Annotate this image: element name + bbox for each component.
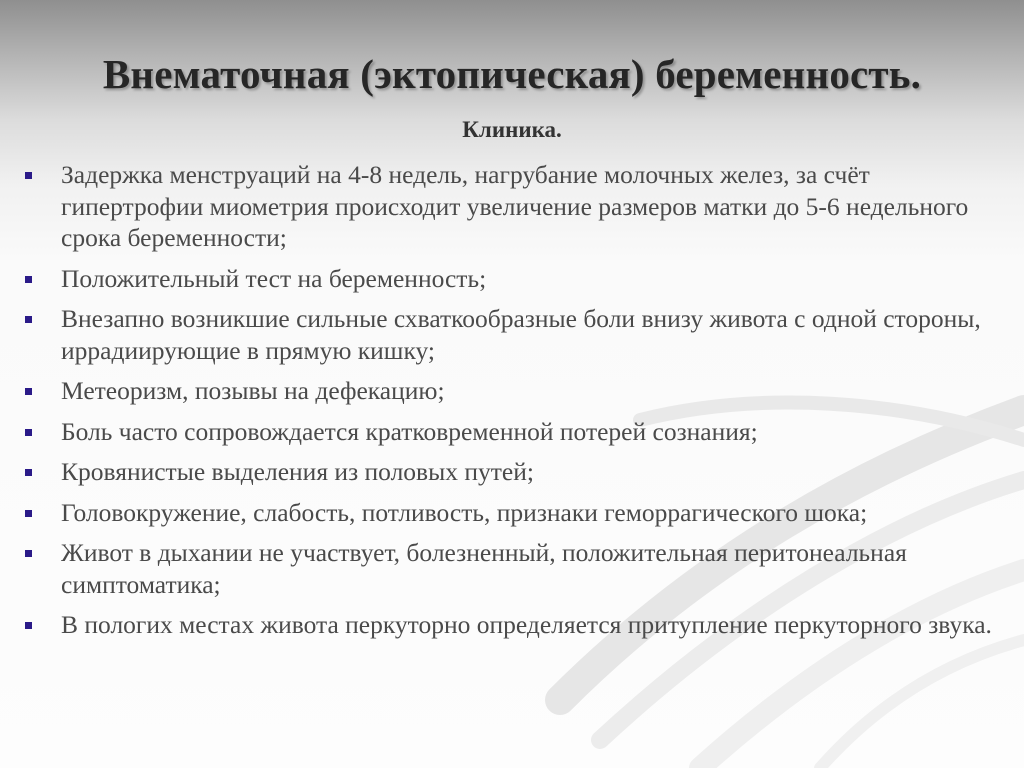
bullet-item	[0, 609, 1024, 641]
square-bullet-icon	[25, 469, 32, 476]
bullet-item	[0, 456, 1024, 488]
square-bullet-icon	[25, 316, 32, 323]
slide-subtitle: Клиника.	[462, 117, 562, 142]
bullet-text: Головокружение, слабость, потливость, признаки геморрагического шока;	[61, 497, 868, 527]
square-bullet-icon	[25, 550, 32, 557]
square-bullet-icon	[25, 622, 32, 629]
slide-title: Внематочная (эктопическая) беременность.	[102, 51, 922, 97]
bullet-text: В пологих местах живота перкуторно определяется притупление перкуторного звука.	[61, 610, 992, 639]
bullet-item	[0, 263, 1024, 295]
bullet-text: Задержка менструаций на 4-8 недель, нагрубание молочных желез, за счёт гипертрофии миометрия происходит увеличение размеров матки до 5-6 недельного срока беременности;	[61, 160, 969, 252]
bullet-text: Внезапно возникшие сильные схваткообразные боли внизу живота с одной стороны, иррадиирующие в прямую кишку;	[61, 304, 981, 365]
square-bullet-icon	[25, 276, 32, 283]
bullet-item	[0, 159, 1024, 254]
bullet-list	[0, 159, 1024, 650]
bullet-item	[0, 537, 1024, 600]
bullet-item	[0, 416, 1024, 448]
square-bullet-icon	[25, 429, 32, 436]
bullet-text: Боль часто сопровождается кратковременной потерей сознания;	[61, 416, 758, 446]
bullet-text: Кровянистые выделения из половых путей;	[61, 457, 534, 486]
square-bullet-icon	[25, 388, 32, 395]
bullet-item	[0, 497, 1024, 529]
bullet-text: Метеоризм, позывы на дефекацию;	[61, 376, 445, 405]
square-bullet-icon	[25, 510, 32, 517]
bullet-item	[0, 303, 1024, 366]
bullet-text: Положительный тест на беременность;	[61, 263, 487, 293]
square-bullet-icon	[25, 172, 32, 179]
bullet-text: Живот в дыхании не участвует, болезненный, положительная перитонеальная симптоматика;	[61, 538, 907, 599]
bullet-item	[0, 375, 1024, 407]
